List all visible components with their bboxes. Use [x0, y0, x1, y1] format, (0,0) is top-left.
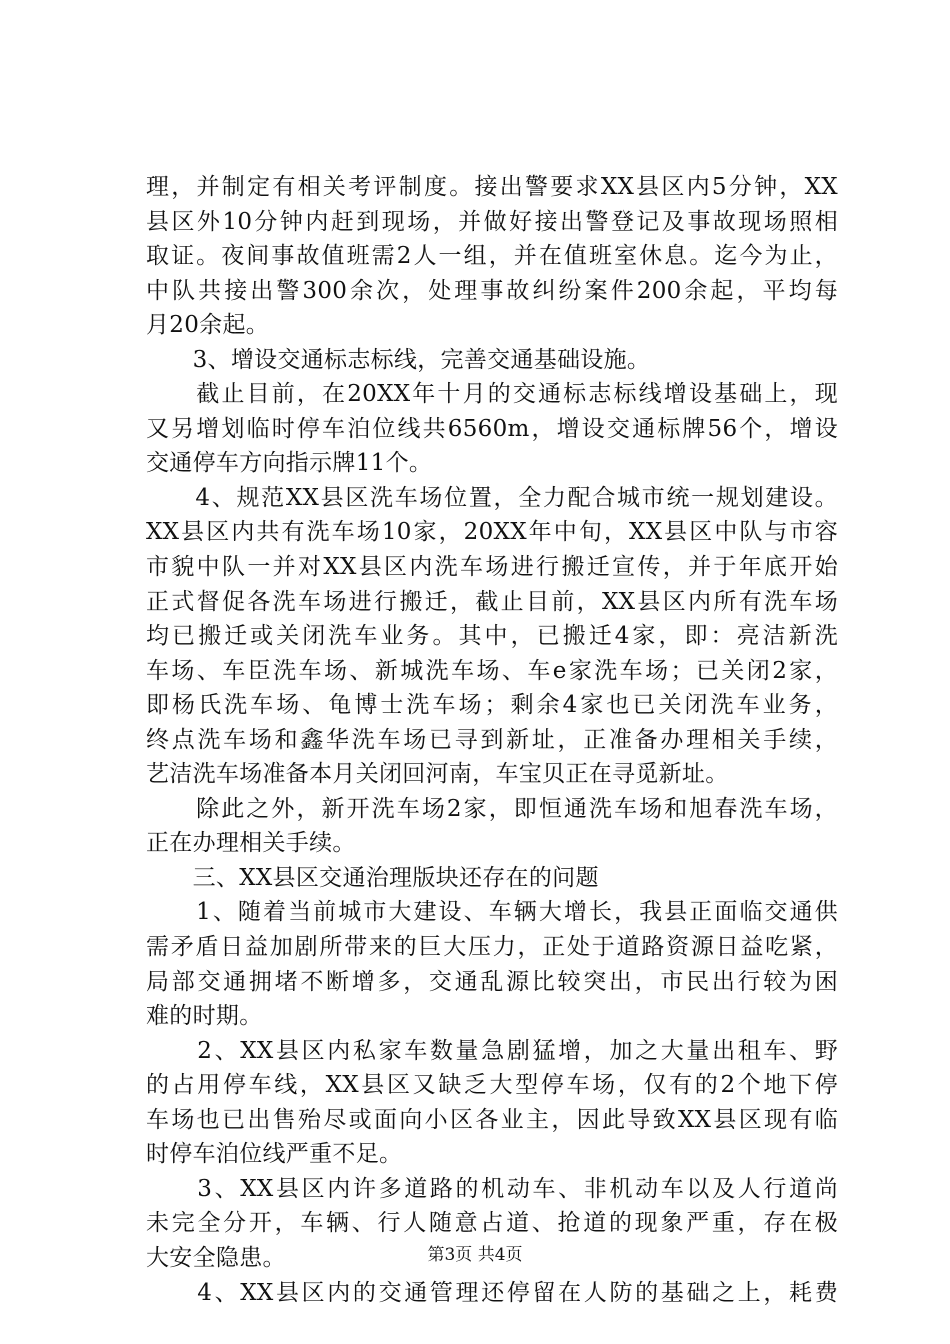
text-line: 又另增划临时停车泊位线共6560m，增设交通标牌56个，增设	[146, 415, 838, 442]
text-line: 交通停车方向指示牌11个。	[146, 450, 433, 477]
text-line: 即杨氏洗车场、龟博士洗车场；剩余4家也已关闭洗车业务，	[146, 692, 838, 719]
text-line: 均已搬迁或关闭洗车业务。其中，已搬迁4家，即：亮洁新洗	[146, 623, 838, 650]
text-line: XX县区内共有洗车场10家，20XX年中旬，XX县区中队与市容	[146, 519, 838, 546]
text-line: 3、增设交通标志标线，完善交通基础设施。	[146, 346, 651, 373]
text-line: 难的时期。	[146, 1003, 263, 1030]
text-line: 截止目前，在20XX年十月的交通标志标线增设基础上，现	[146, 381, 838, 408]
text-line: 4、规范XX县区洗车场位置，全力配合城市统一规划建设。	[146, 484, 838, 511]
text-line: 局部交通拥堵不断增多，交通乱源比较突出，市民出行较为困	[146, 968, 838, 995]
text-line: 终点洗车场和鑫华洗车场已寻到新址，正准备办理相关手续，	[146, 726, 838, 753]
text-line: 艺洁洗车场准备本月关闭回河南，车宝贝正在寻觅新址。	[146, 761, 729, 788]
text-line: 车场、车臣洗车场、新城洗车场、车e家洗车场；已关闭2家，	[146, 657, 838, 684]
text-line: 2、XX县区内私家车数量急剧猛增，加之大量出租车、野	[146, 1037, 838, 1064]
text-line: 正在办理相关手续。	[146, 830, 356, 857]
text-line: 3、XX县区内许多道路的机动车、非机动车以及人行道尚	[146, 1175, 838, 1202]
text-line: 取证。夜间事故值班需2人一组，并在值班室休息。迄今为止，	[146, 243, 838, 270]
text-line: 市貌中队一并对XX县区内洗车场进行搬迁宣传，并于年底开始	[146, 554, 838, 581]
text-line: 三、XX县区交通治理版块还存在的问题	[146, 864, 599, 891]
page-footer: 第3页 共4页	[427, 1245, 523, 1265]
text-line: 除此之外，新开洗车场2家，即恒通洗车场和旭春洗车场，	[146, 795, 838, 822]
text-line: 4、XX县区内的交通管理还停留在人防的基础之上，耗费	[146, 1279, 838, 1306]
text-line: 未完全分开，车辆、行人随意占道、抢道的现象严重，存在极	[146, 1210, 838, 1237]
text-line: 的占用停车线，XX县区又缺乏大型停车场，仅有的2个地下停	[146, 1072, 838, 1099]
text-line: 大安全隐患。	[146, 1244, 286, 1271]
text-line: 中队共接出警300余次，处理事故纠纷案件200余起，平均每	[146, 277, 838, 304]
text-line: 时停车泊位线严重不足。	[146, 1141, 403, 1168]
text-line: 正式督促各洗车场进行搬迁，截止目前，XX县区内所有洗车场	[146, 588, 838, 615]
text-line: 1、随着当前城市大建设、车辆大增长，我县正面临交通供	[146, 899, 838, 926]
text-line: 车场也已出售殆尽或面向小区各业主，因此导致XX县区现有临	[146, 1106, 838, 1133]
text-line: 月20余起。	[146, 312, 270, 339]
text-line: 需矛盾日益加剧所带来的巨大压力，正处于道路资源日益吃紧，	[146, 934, 838, 961]
text-line: 理，并制定有相关考评制度。接出警要求XX县区内5分钟，XX	[146, 174, 838, 200]
text-line: 县区外10分钟内赶到现场，并做好接出警登记及事故现场照相	[146, 208, 838, 235]
document-body	[146, 170, 838, 1310]
